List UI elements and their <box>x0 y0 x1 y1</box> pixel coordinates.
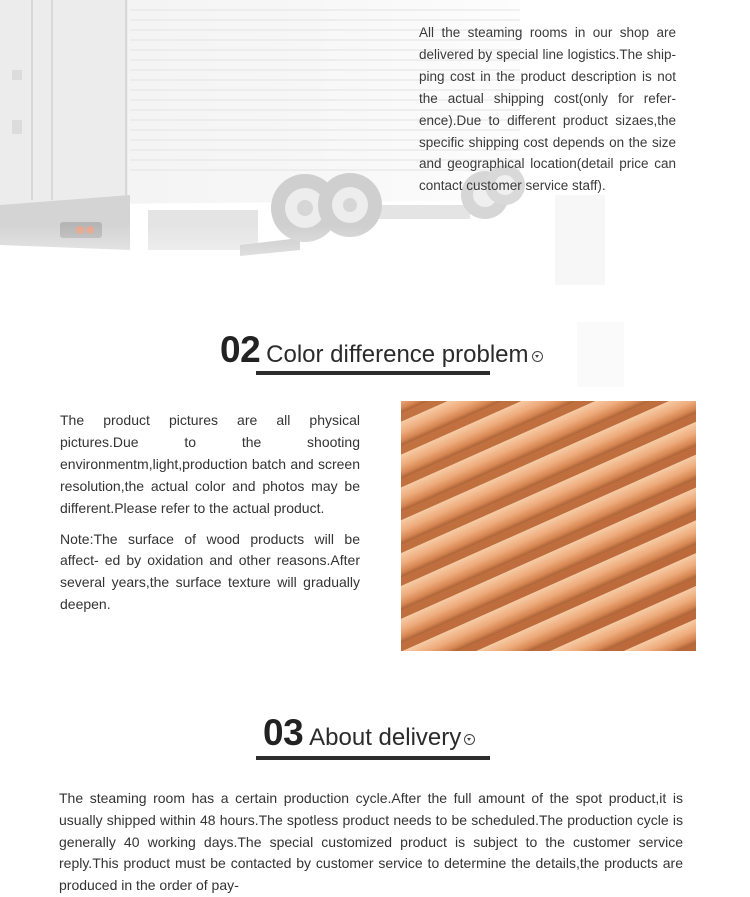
section-title: About delivery <box>309 724 462 751</box>
circle-chevron-down-icon <box>532 351 543 362</box>
color-paragraph: The product pictures are all physical pictures.Due to the shooting environmentm,light,production batch and screen resolution,the actual color and photos may be different.Please refer to the actual product. <box>60 412 360 516</box>
color-note: Note:The surface of wood products will be affect- ed by oxidation and other reasons.After several years,the surface texture will gradually deepen. <box>60 530 360 613</box>
color-description <box>60 410 360 625</box>
heading-underline <box>256 756 490 760</box>
section-number: 02 <box>220 329 261 370</box>
wood-slats-image <box>401 401 696 651</box>
heading-underline <box>256 371 490 375</box>
color-section-heading <box>0 325 750 385</box>
circle-chevron-down-icon <box>464 734 475 745</box>
section-title: Color difference problem <box>266 341 529 368</box>
wood-texture-photo <box>401 401 696 651</box>
shipping-description: All the steaming rooms in our shop are delivered by special line logistics.The ship- ping cost in the product description is not the actual shipping cost(only for refer- ence).Due to different product sizaes,the specific shipping cost depends on the size and geographical location(detail price can contact customer service staff). <box>419 25 676 194</box>
section-number: 03 <box>263 712 304 753</box>
delivery-section-heading <box>0 708 750 768</box>
delivery-description: The steaming room has a certain production cycle.After the full amount of the spot product,it is usually shipped within 48 hours.The spotless product needs to be scheduled.The production cycle is generally 40 working days.The special customized product is subject to the customer service reply.This product must be contacted by customer service to determine the details,the products are produced in the order of pay- <box>59 790 683 894</box>
decorative-shadow <box>555 195 605 285</box>
